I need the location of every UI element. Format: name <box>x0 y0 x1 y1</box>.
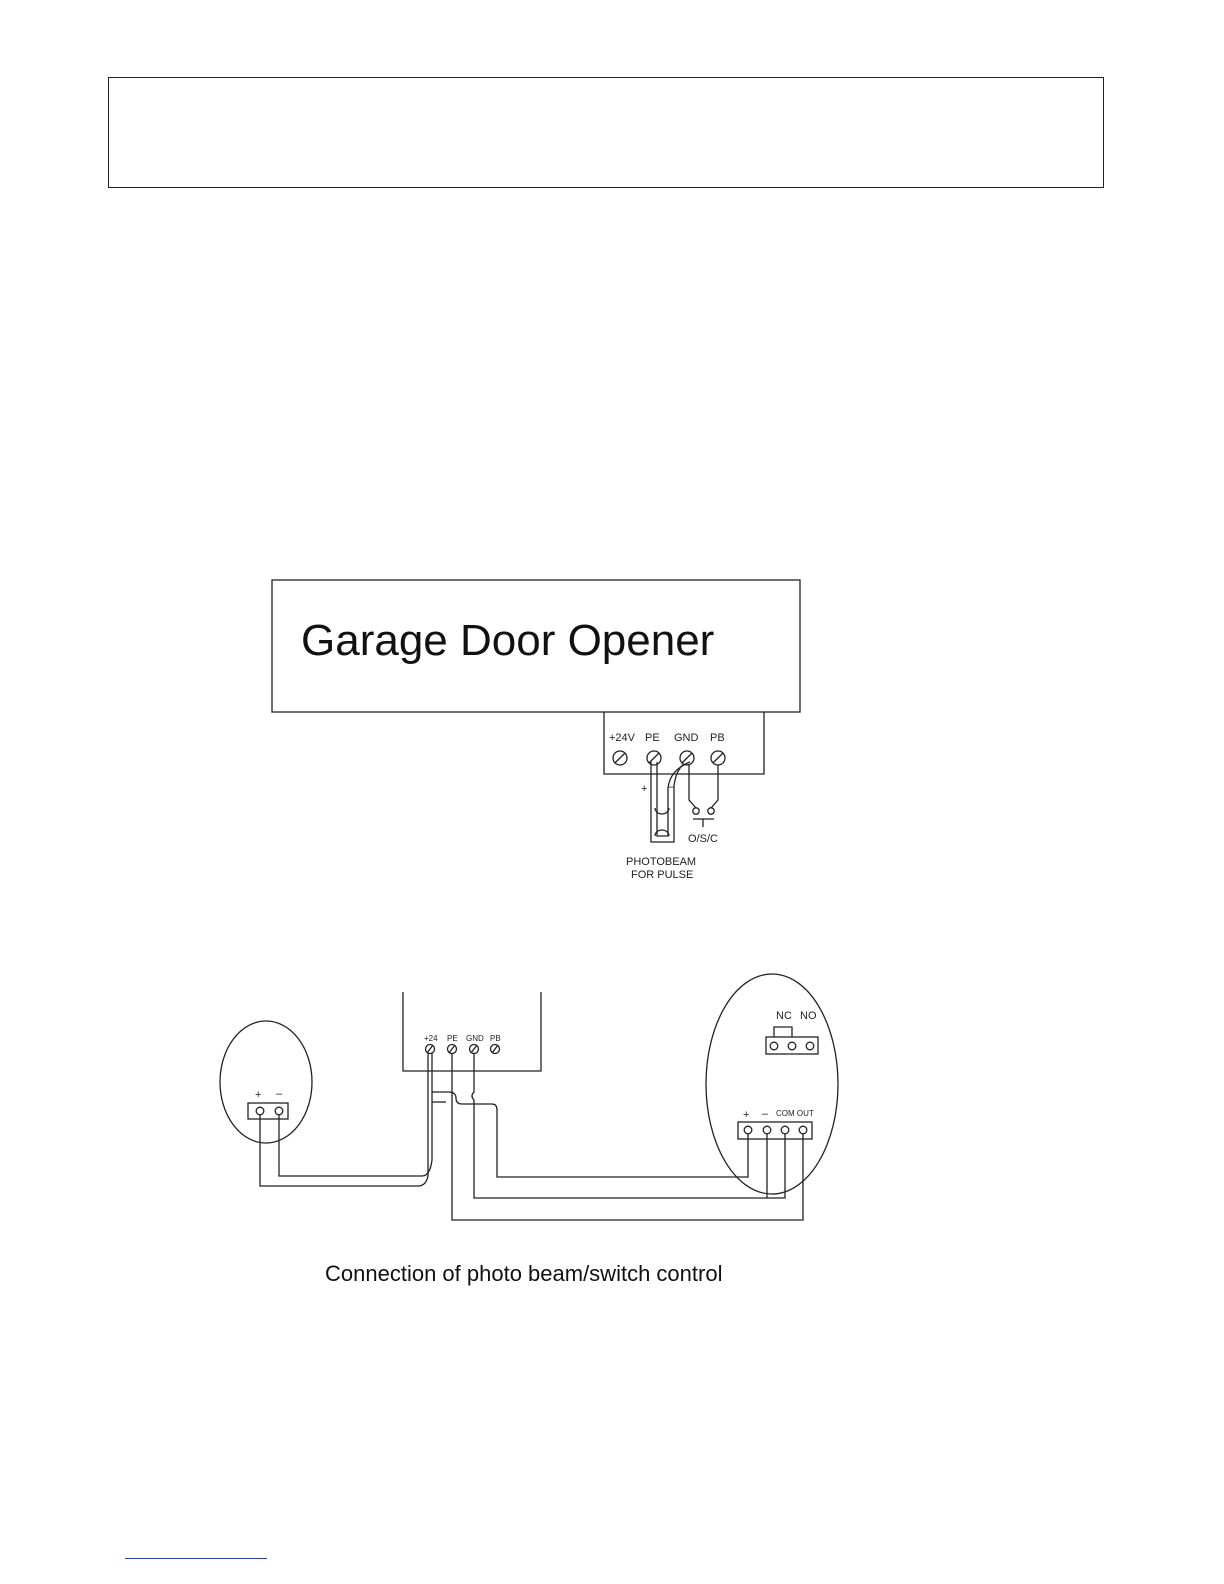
transmitter-terminal-strip <box>248 1103 288 1119</box>
receiver-jumper-cap <box>774 1027 792 1037</box>
receiver-jumper-pin-2 <box>788 1042 796 1050</box>
terminal-label-24v: +24V <box>609 732 635 744</box>
receiver-terminal-plus <box>744 1126 752 1134</box>
wire-pe-receiver-out <box>452 1053 803 1220</box>
receiver-jumper-pin-3 <box>806 1042 814 1050</box>
photobeam-label-line1: PHOTOBEAM <box>626 856 697 868</box>
transmitter-terminal-plus <box>256 1107 264 1115</box>
board-screw-pb <box>491 1045 500 1054</box>
transmitter-minus-label: – <box>276 1088 283 1100</box>
osc-label: O/S/C <box>688 833 718 845</box>
diagram-caption: Connection of photo beam/switch control <box>325 1261 723 1286</box>
terminal-screw-pb <box>711 751 725 765</box>
photobeam-minus-label: – <box>668 781 675 793</box>
photobeam-plus-label: + <box>641 783 648 795</box>
terminal-label-pb: PB <box>710 732 725 744</box>
terminal-screw-pe <box>647 751 661 765</box>
board-label-24: +24 <box>424 1034 438 1043</box>
receiver-label-no: NO <box>800 1010 817 1022</box>
osc-wire-left <box>689 764 696 808</box>
receiver-label-nc: NC <box>776 1010 792 1022</box>
receiver-terminal-strip <box>738 1122 812 1139</box>
receiver-jumper-pin-1 <box>770 1042 778 1050</box>
board-label-pe: PE <box>447 1034 458 1043</box>
wire-24-receiver-plus <box>432 1092 748 1177</box>
footer-link-underline <box>125 1558 267 1559</box>
controller-board <box>403 992 541 1071</box>
board-screw-gnd <box>470 1045 479 1054</box>
osc-wire-right <box>711 765 718 808</box>
receiver-minus-label: – <box>762 1108 769 1120</box>
opener-title: Garage Door Opener <box>301 616 715 665</box>
receiver-terminal-minus <box>763 1126 771 1134</box>
transmitter-plus-label: + <box>255 1089 262 1101</box>
photobeam-label-line2: FOR PULSE <box>631 869 694 881</box>
transmitter-unit <box>220 1021 312 1143</box>
receiver-jumper-strip <box>766 1037 818 1054</box>
receiver-terminal-out <box>799 1126 807 1134</box>
board-screw-pe <box>448 1045 457 1054</box>
receiver-plus-label: + <box>743 1109 750 1121</box>
receiver-terminal-com <box>781 1126 789 1134</box>
terminal-label-pe: PE <box>645 732 660 744</box>
board-label-gnd: GND <box>466 1034 484 1043</box>
osc-contact-right <box>708 808 714 814</box>
board-label-pb: PB <box>490 1034 501 1043</box>
osc-contact-left <box>693 808 699 814</box>
receiver-unit <box>706 974 838 1194</box>
terminal-label-gnd: GND <box>674 732 699 744</box>
transmitter-terminal-minus <box>275 1107 283 1115</box>
board-screw-24 <box>426 1045 435 1054</box>
receiver-com-out-label: COM OUT <box>776 1109 814 1118</box>
terminal-screw-24v <box>613 751 627 765</box>
